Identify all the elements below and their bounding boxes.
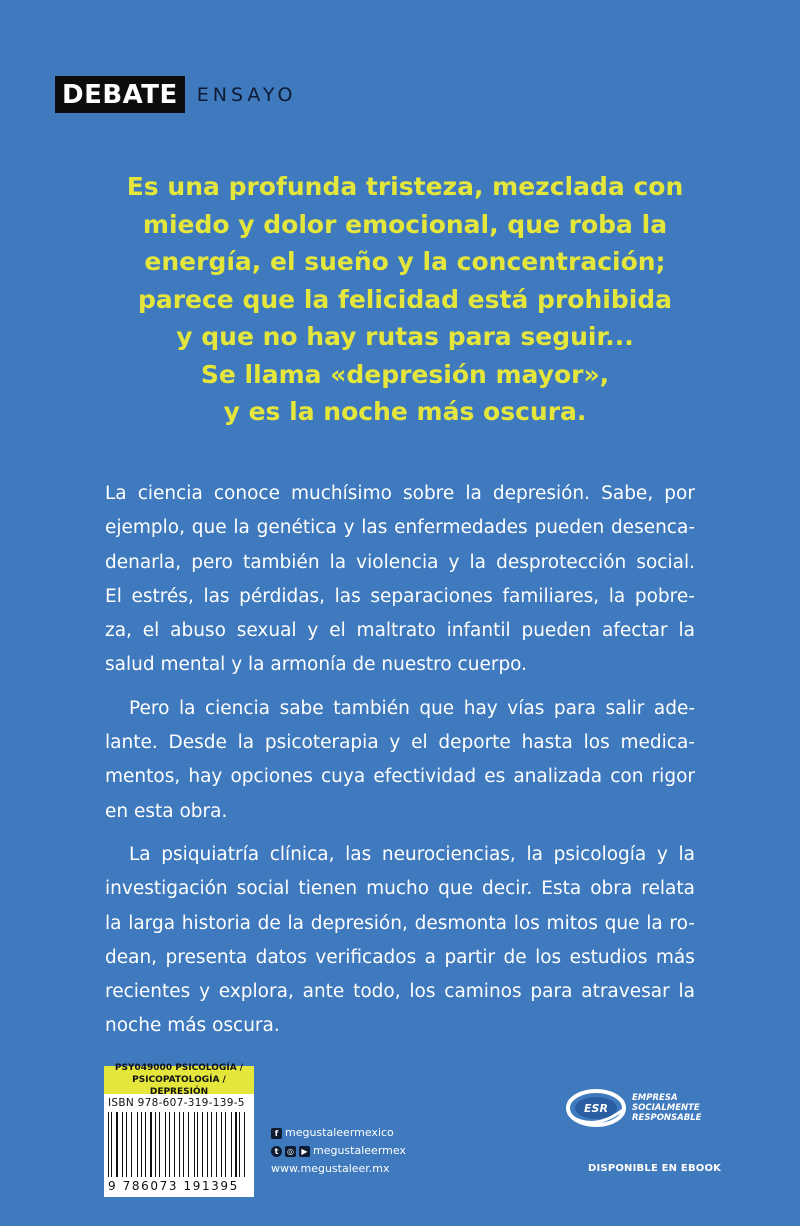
synopsis	[105, 477, 695, 1053]
text-line: investigación social tienen mucho que decir. Esta obra relata	[105, 878, 695, 900]
blurb-line: energía, el sueño y la concentración;	[144, 247, 666, 276]
text-line: La ciencia conoce muchísimo sobre la depresión. Sabe, por	[105, 483, 695, 504]
category-label	[104, 1063, 254, 1097]
text-line: El estrés, las pérdidas, las separaciones familiares, la pobre-	[105, 585, 695, 607]
text-line: dean, presenta datos verificados a partir de los estudios más	[105, 946, 695, 968]
text-line: salud mental y la armonía de nuestro cuerpo.	[105, 654, 528, 676]
youtube-icon: ▶	[299, 1146, 310, 1157]
social-row-facebook[interactable]	[271, 1124, 406, 1142]
text-line: la larga historia de la depresión, desmonta los mitos que la ro-	[105, 912, 695, 934]
esr-text	[632, 1093, 701, 1123]
barcode-digits: 9 786073 191395	[108, 1179, 239, 1193]
instagram-icon: ◎	[285, 1146, 296, 1157]
website-link[interactable]: www.megustaleer.mx	[271, 1162, 390, 1175]
collection-label: ENSAYO	[196, 83, 297, 106]
text-line: noche más oscura.	[105, 1015, 280, 1037]
blurb-line: miedo y dolor emocional, que roba la	[142, 209, 668, 239]
esr-logo-icon	[566, 1087, 630, 1129]
text-line: recientes y explora, ante todo, los caminos para atravesar la	[105, 981, 695, 1003]
social-links	[271, 1124, 406, 1178]
social-row-handles[interactable]	[271, 1142, 406, 1160]
facebook-handle[interactable]: megustaleermexico	[285, 1126, 394, 1139]
publisher-header	[55, 76, 296, 113]
blurb-line: y que no hay rutas para seguir...	[176, 322, 634, 351]
blurb-line: parece que la felicidad está prohibida	[137, 284, 673, 314]
text-line: ejemplo, que la genética y las enfermedades pueden desenca-	[105, 517, 695, 539]
blurb	[80, 168, 730, 431]
barcode	[104, 1094, 254, 1197]
text-line: La psiquiatría clínica, las neurociencias, la psicología y la	[129, 843, 695, 865]
facebook-icon: f	[271, 1128, 282, 1139]
esr-line: SOCIALMENTE	[632, 1103, 700, 1113]
text-line: en esta obra.	[105, 800, 228, 822]
esr-badge	[566, 1087, 701, 1129]
isbn-label: ISBN 978-607-319-139-5	[108, 1097, 245, 1109]
category-line: PSY049000 PSICOLOGÍA /	[114, 1063, 244, 1073]
esr-logo-text: ESR	[584, 1102, 608, 1115]
barcode-panel	[104, 1063, 254, 1197]
text-line: denarla, pero también la violencia y la desprotección social.	[105, 551, 695, 573]
paragraph-2	[105, 692, 695, 829]
text-line: mentos, hay opciones cuya efectividad es analizada con rigor	[105, 766, 695, 788]
text-line: za, el abuso sexual y el maltrato infantil pueden afectar la	[105, 620, 695, 642]
paragraph-1	[105, 477, 695, 683]
social-handle[interactable]: megustaleermex	[313, 1144, 406, 1157]
esr-line: EMPRESA	[632, 1093, 678, 1103]
category-line: PSICOPATOLOGÍA / DEPRESIÓN	[132, 1075, 226, 1097]
blurb-line: Es una profunda tristeza, mezclada con	[126, 172, 684, 201]
website-row[interactable]	[271, 1160, 406, 1178]
blurb-line: Se llama «depresión mayor»,	[200, 359, 610, 389]
barcode-bars	[108, 1112, 250, 1177]
esr-line: RESPONSABLE	[632, 1113, 702, 1123]
paragraph-3	[105, 838, 695, 1044]
publisher-logo: DEBATE	[55, 76, 185, 113]
twitter-icon: t	[271, 1146, 282, 1157]
text-line: Pero la ciencia sabe también que hay vías para salir ade-	[129, 697, 695, 719]
blurb-line: y es la noche más oscura.	[223, 397, 587, 426]
ebook-availability: DISPONIBLE EN EBOOK	[588, 1163, 722, 1174]
text-line: lante. Desde la psicoterapia y el deporte hasta los medica-	[105, 732, 695, 754]
